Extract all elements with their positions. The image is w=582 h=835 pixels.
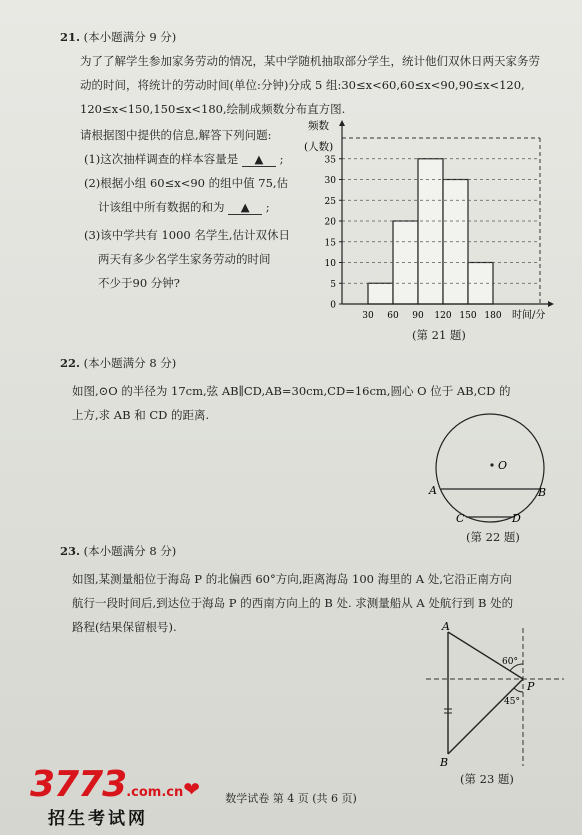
q22-figure-caption: (第 22 题) [466, 530, 520, 544]
x-tick-label: 180 [484, 311, 502, 321]
segment-ap [448, 632, 523, 679]
x-tick-label: 90 [412, 311, 424, 321]
q21-item-3-end: 不少于90 分钟? [98, 276, 180, 290]
q21-item-2-cont: 计该组中所有数据的和为 ▲ ; [98, 200, 270, 214]
q21-prompt: 请根据图中提供的信息,解答下列问题: [80, 128, 272, 142]
y-tick-label: 30 [324, 176, 336, 186]
y-tick-label: 10 [324, 259, 336, 269]
y-axis-label: 频数 [308, 120, 329, 132]
histogram-bar [368, 283, 393, 304]
frequency-histogram [300, 118, 560, 328]
q23-number: 23. [60, 544, 81, 558]
q21-item-1: (1)这次抽样调查的样本容量是 ▲ ; [84, 152, 284, 166]
y-tick-label: 15 [324, 238, 336, 249]
origin-label: 0 [330, 300, 336, 311]
blank-marker-icon: ▲ [240, 200, 250, 214]
label-p: P [527, 680, 535, 693]
q22-score-note: (本小题满分 8 分) [83, 356, 177, 370]
angle-45-label: 45° [504, 697, 520, 707]
q22-header [60, 356, 176, 370]
q21-header [60, 30, 176, 44]
segment-bp [448, 679, 523, 754]
q23-figure-caption: (第 23 题) [460, 772, 514, 786]
q22-line-2: 上方,求 AB 和 CD 的距离. [72, 408, 210, 422]
q21-item-3-cont: 两天有多少名学生家务劳动的时间 [98, 252, 271, 266]
y-tick-label: 5 [330, 279, 336, 290]
center-point [490, 463, 493, 466]
label-c: C [456, 512, 465, 525]
label-a: A [429, 484, 437, 497]
y-tick-label: 20 [324, 217, 336, 228]
x-axis-label: 时间/分 [512, 310, 546, 321]
q23-score-note: (本小题满分 8 分) [83, 544, 177, 558]
q21-item-3: (3)该中学共有 1000 名学生,估计双休日 [84, 228, 291, 242]
angle-45-arc [514, 688, 523, 692]
heart-icon: ❤ [183, 777, 200, 801]
y-axis-arrow-icon [339, 120, 345, 126]
label-o: O [498, 459, 508, 472]
watermark-domain: .com.cn [126, 785, 184, 800]
q21-score-note: (本小题满分 9 分) [83, 30, 177, 44]
watermark-subtitle: 招生考试网 [48, 809, 148, 829]
q21-item-2-text: 计该组中所有数据的和为 [98, 200, 225, 214]
x-tick-label: 60 [387, 311, 399, 321]
answer-blank [228, 200, 262, 215]
x-tick-label: 150 [459, 311, 477, 321]
circle-figure [426, 406, 556, 536]
y-tick-label: 25 [324, 196, 336, 207]
blank-marker-icon: ▲ [254, 152, 264, 166]
navigation-figure [426, 614, 566, 774]
q21-figure-caption: (第 21 题) [412, 328, 466, 342]
label-b: B [440, 756, 449, 769]
answer-blank [242, 152, 276, 167]
y-axis-unit: (人数) [304, 141, 334, 153]
label-a: A [442, 620, 450, 633]
q21-number: 21. [60, 30, 81, 44]
q21-item-2: (2)根据小组 60≤x<90 的组中值 75,估 [84, 176, 289, 190]
histogram-bar [418, 159, 443, 304]
q21-intro-line-3: 120≤x<150,150≤x<180,绘制成频数分布直方图. [80, 102, 346, 116]
q22-number: 22. [60, 356, 81, 370]
q21-intro-line-2: 动的时间，将统计的劳动时间(单位:分钟)分成 5 组:30≤x<60,60≤x<90,90≤x<120, [80, 78, 525, 92]
q21-intro-line-1: 为了了解学生参加家务劳动的情况，某中学随机抽取部分学生，统计他们双休日两天家务劳 [80, 54, 540, 68]
q21-item-1-text: (1)这次抽样调查的样本容量是 [84, 152, 239, 166]
x-axis-arrow-icon [548, 301, 554, 307]
page-footer: 数学试卷 第 4 页 (共 6 页) [225, 792, 357, 805]
q23-line-3: 路程(结果保留根号). [72, 620, 177, 634]
x-tick-label: 120 [434, 311, 452, 321]
q23-line-1: 如图,某测量船位于海岛 P 的北偏西 60°方向,距离海岛 100 海里的 A 处,它沿正南方向 [72, 572, 512, 586]
q23-line-2: 航行一段时间后,到达位于海岛 P 的西南方向上的 B 处. 求测量船从 A 处航行到 B 处的 [72, 596, 514, 610]
q22-line-1: 如图,⊙O 的半径为 17cm,弦 AB∥CD,AB=30cm,CD=16cm,圆心 O 位于 AB,CD 的 [72, 384, 511, 398]
watermark-number: 3773 [30, 764, 127, 805]
site-watermark-logo [30, 764, 200, 829]
circle-o [436, 414, 547, 522]
y-tick-label: 35 [324, 155, 336, 166]
label-b: B [538, 486, 547, 499]
x-tick-label: 30 [362, 311, 374, 321]
angle-60-label: 60° [502, 657, 518, 667]
q23-header [60, 544, 176, 558]
label-d: D [512, 512, 521, 525]
